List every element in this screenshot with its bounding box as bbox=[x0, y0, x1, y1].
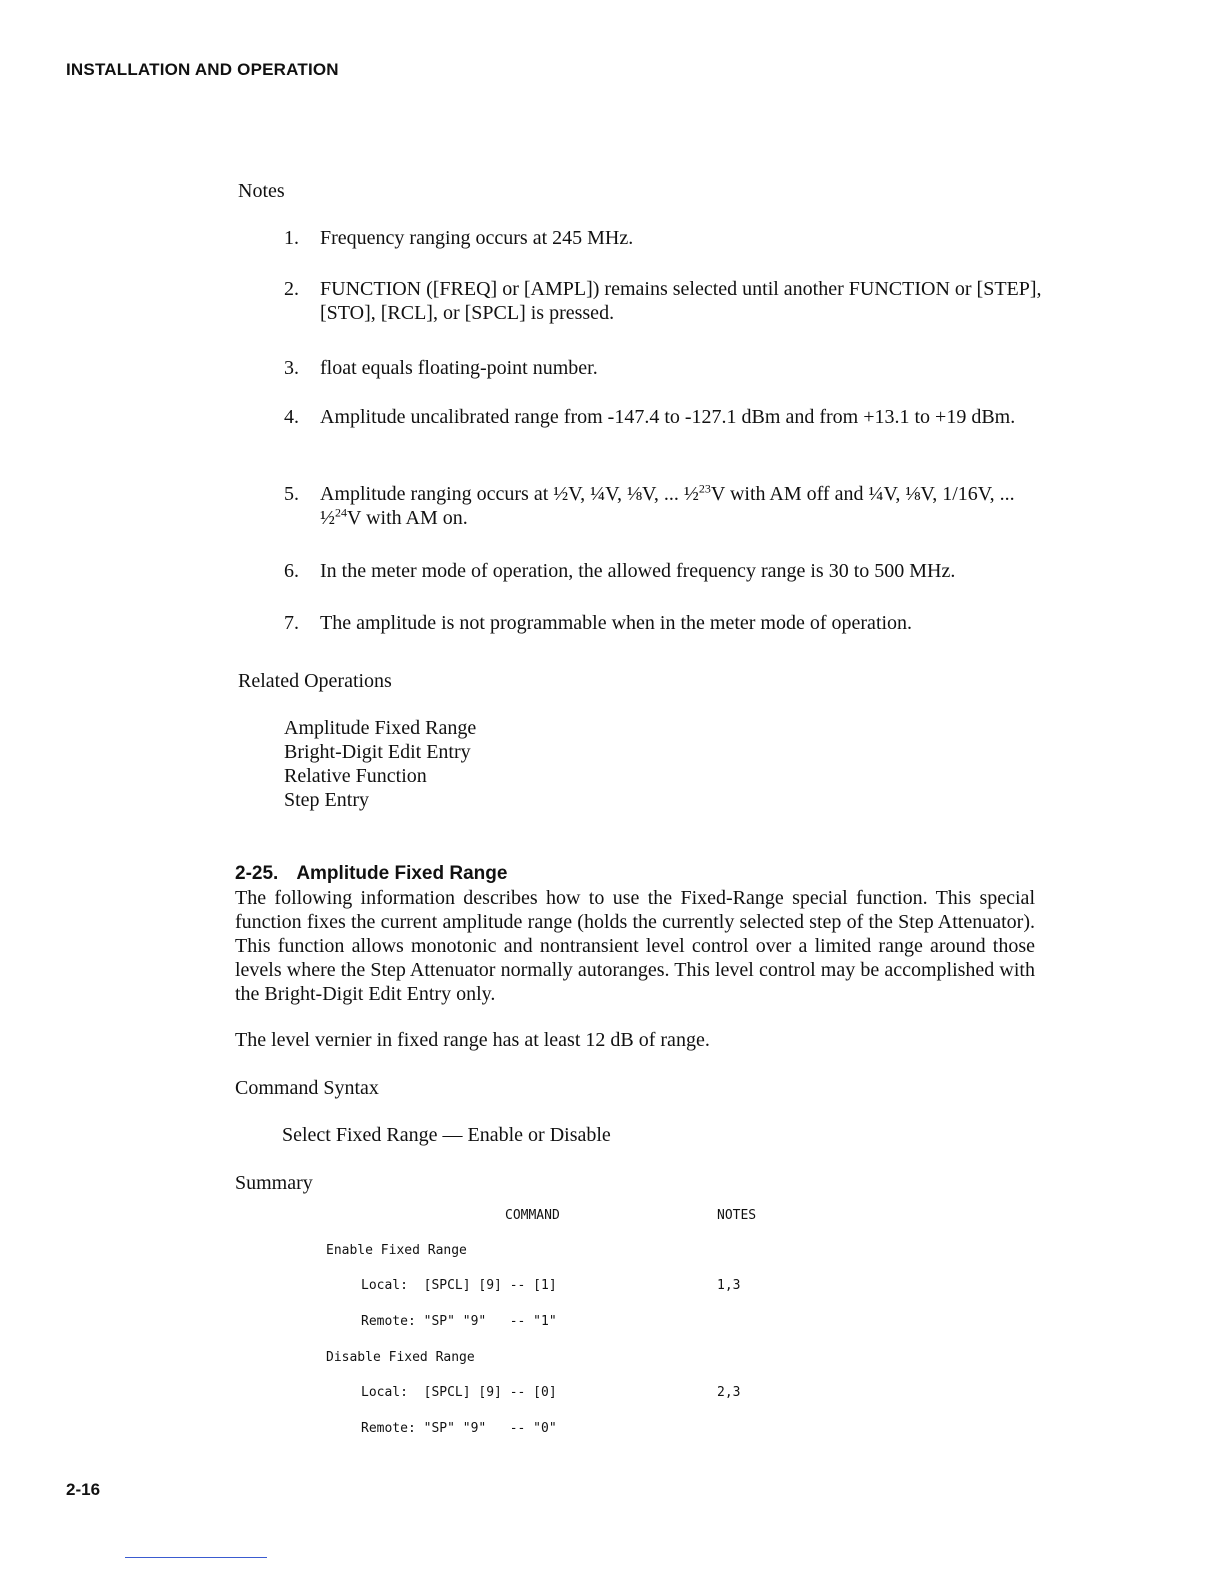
remote-command: Remote: "SP" "9" -- "1" bbox=[361, 1314, 557, 1329]
note-number: 1. bbox=[284, 227, 299, 249]
note-item bbox=[284, 277, 1044, 325]
footer-rule bbox=[125, 1557, 267, 1558]
note-text: FUNCTION ([FREQ] or [AMPL]) remains selected until another FUNCTION or [STEP], [STO], [RCL], or [SPCL] is pressed. bbox=[320, 278, 1042, 324]
syntax-heading: Command Syntax bbox=[235, 1077, 379, 1099]
related-list bbox=[284, 716, 476, 812]
related-item: Relative Function bbox=[284, 765, 427, 787]
note-number: 2. bbox=[284, 278, 299, 300]
note-text: Frequency ranging occurs at 245 MHz. bbox=[320, 227, 634, 249]
note-item bbox=[284, 226, 1044, 250]
section-number: 2-25. bbox=[235, 863, 279, 884]
page-number: 2-16 bbox=[66, 1480, 101, 1499]
note-number: 4. bbox=[284, 406, 299, 428]
group-title: Enable Fixed Range bbox=[326, 1243, 467, 1258]
group-title: Disable Fixed Range bbox=[326, 1350, 475, 1365]
notes-heading: Notes bbox=[238, 180, 285, 202]
note-item bbox=[284, 559, 1044, 583]
note-item bbox=[284, 356, 1044, 380]
command-notes: 2,3 bbox=[717, 1385, 741, 1400]
related-item: Amplitude Fixed Range bbox=[284, 717, 477, 739]
exponent: 24 bbox=[335, 505, 347, 520]
section-paragraph: The level vernier in fixed range has at least 12 dB of range. bbox=[235, 1029, 710, 1051]
note-text: Amplitude uncalibrated range from -147.4 to -127.1 dBm and from +13.1 to +19 dBm. bbox=[320, 406, 1016, 428]
note-number: 5. bbox=[284, 483, 299, 505]
note-item bbox=[284, 611, 1044, 635]
note-text: In the meter mode of operation, the allowed frequency range is 30 to 500 MHz. bbox=[320, 560, 956, 582]
syntax-line: Select Fixed Range — Enable or Disable bbox=[282, 1124, 611, 1146]
related-item: Step Entry bbox=[284, 789, 369, 811]
note-text-part: V with AM off and ¼V, ⅛V, 1/16V, ... ½ bbox=[320, 483, 1015, 529]
section-paragraph: The following information describes how to use the Fixed-Range special function. This special function fixes the current amplitude range (holds the currently selected step of the Step Attenuator). This function allows monotonic and nontransient level control over a limited range around those levels where the Step Attenuator normally autoranges. This level control may be accomplished with the Bright-Digit Edit Entry only. bbox=[235, 887, 1035, 1005]
note-item bbox=[284, 482, 1044, 530]
local-command: Local: [SPCL] [9] -- [0] bbox=[361, 1385, 557, 1400]
running-header: INSTALLATION AND OPERATION bbox=[66, 60, 339, 79]
note-number: 6. bbox=[284, 560, 299, 582]
local-command: Local: [SPCL] [9] -- [1] bbox=[361, 1278, 557, 1293]
remote-command: Remote: "SP" "9" -- "0" bbox=[361, 1421, 557, 1436]
related-heading: Related Operations bbox=[238, 670, 392, 692]
exponent: 23 bbox=[698, 481, 711, 496]
command-notes: 1,3 bbox=[717, 1278, 741, 1293]
note-text bbox=[320, 482, 1044, 530]
column-header-command: COMMAND bbox=[505, 1208, 560, 1223]
related-item: Bright-Digit Edit Entry bbox=[284, 741, 471, 763]
summary-heading: Summary bbox=[235, 1172, 313, 1194]
note-text: The amplitude is not programmable when in the meter mode of operation. bbox=[320, 612, 913, 634]
note-item bbox=[284, 405, 1044, 429]
note-number: 7. bbox=[284, 612, 299, 634]
note-text-part: Amplitude ranging occurs at ½V, ¼V, ⅛V, ... ½ bbox=[320, 483, 699, 505]
section-heading bbox=[235, 863, 507, 885]
column-header-notes: NOTES bbox=[717, 1208, 757, 1223]
note-text-part: V with AM on. bbox=[347, 507, 468, 529]
note-number: 3. bbox=[284, 357, 299, 379]
section-title: Amplitude Fixed Range bbox=[296, 863, 508, 884]
note-text: float equals floating-point number. bbox=[320, 357, 598, 379]
